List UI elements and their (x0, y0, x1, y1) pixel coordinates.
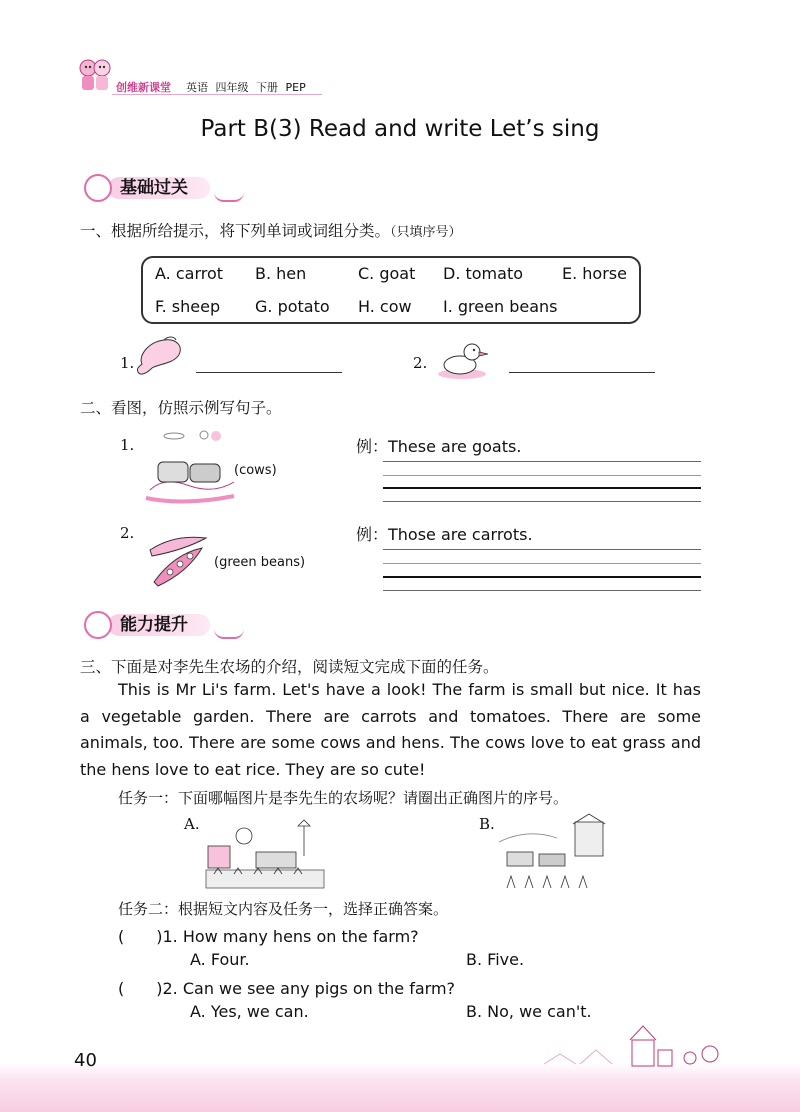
word-option: F. sheep (155, 297, 221, 316)
q2-item2-hint: (green beans) (214, 555, 306, 570)
mc-option-a[interactable]: A. Yes, we can. (190, 1002, 309, 1021)
farm-picture-a[interactable] (204, 816, 326, 890)
passage-text: This is Mr Li's farm. Let's have a look! The farm is small but nice. It has a vegetable garden. There are carrots and tomatoes. There are some animals, too. There are some cows and hens. The cows love to eat grass and the hens love to eat rice. They are so cute! (80, 680, 701, 779)
q1-prompt-row (80, 219, 462, 241)
writing-line[interactable] (383, 576, 701, 578)
reading-passage (80, 677, 701, 783)
page-number: 40 (74, 1050, 97, 1071)
word-option: E. horse (562, 264, 627, 283)
writing-line[interactable] (383, 590, 701, 591)
green-beans-picture (144, 528, 212, 590)
page-title: Part B(3) Read and write Let’s sing (200, 116, 600, 142)
answer-line[interactable] (509, 372, 655, 373)
q1-prompt: 一、根据所给提示，将下列单词或词组分类。 (80, 222, 391, 240)
q2-prompt: 二、看图，仿照示例写句子。 (80, 399, 282, 417)
word-option: G. potato (255, 297, 330, 316)
section-banner-basic (82, 174, 252, 202)
answer-paren[interactable]: ( ) (118, 927, 163, 946)
vegetable-icon (134, 334, 186, 382)
q1-note: （只填序号） (390, 225, 462, 240)
writing-line[interactable] (383, 475, 701, 476)
q2-item2-number: 2. (120, 524, 135, 542)
picture-a-label[interactable]: A. (184, 815, 200, 833)
duck-icon (436, 338, 492, 380)
word-option: A. carrot (155, 264, 224, 283)
question-text: 2. Can we see any pigs on the farm? (162, 979, 456, 998)
section-title-advanced: 能力提升 (108, 614, 210, 636)
picture-b-label[interactable]: B. (479, 815, 495, 833)
q2-item2-example: 例：Those are carrots. (356, 525, 533, 544)
task1-prompt: 任务一：下面哪幅图片是李先生的农场呢？请圈出正确图片的序号。 (118, 789, 569, 807)
mc-option-a[interactable]: A. Four. (190, 950, 250, 969)
header-logo-girls (76, 56, 114, 96)
word-option: I. green beans (443, 297, 558, 316)
mc-question-2 (118, 976, 455, 999)
q3-prompt: 三、下面是对李先生农场的介绍，阅读短文完成下面的任务。 (80, 658, 499, 676)
question-text: 1. How many hens on the farm? (162, 927, 419, 946)
header-subtitle: 英语 四年级 下册 PEP (186, 81, 306, 94)
word-box (141, 256, 641, 324)
writing-line[interactable] (383, 487, 701, 489)
q2-item1-example: 例：These are goats. (356, 437, 522, 456)
farm-picture-b[interactable] (497, 812, 607, 892)
task2-prompt: 任务二：根据短文内容及任务一，选择正确答案。 (118, 900, 449, 918)
word-option: H. cow (358, 297, 412, 316)
q2-item1-hint: (cows) (234, 463, 277, 478)
header-rule (112, 94, 322, 95)
q1-blank1-number: 1. (120, 354, 135, 372)
answer-paren[interactable]: ( ) (118, 979, 163, 998)
q2-item1-number: 1. (120, 436, 135, 454)
writing-line[interactable] (383, 461, 701, 462)
footer-band (0, 1063, 800, 1112)
writing-line[interactable] (383, 501, 701, 502)
castle-icon (540, 1024, 730, 1068)
section-banner-advanced (82, 611, 252, 639)
mc-question-1 (118, 924, 419, 947)
girl-face-icon (84, 174, 112, 202)
header-brand: 创维新课堂 (116, 81, 171, 94)
q1-blank2-number: 2. (413, 354, 428, 372)
mc-option-b[interactable]: B. Five. (466, 950, 525, 969)
mc-option-b[interactable]: B. No, we can't. (466, 1002, 592, 1021)
writing-line[interactable] (383, 549, 701, 550)
section-title-basic: 基础过关 (108, 177, 210, 199)
answer-line[interactable] (196, 372, 342, 373)
cows-picture (144, 428, 238, 508)
writing-line[interactable] (383, 563, 701, 564)
word-option: C. goat (358, 264, 416, 283)
girl-face-icon (84, 611, 112, 639)
word-option: D. tomato (443, 264, 524, 283)
word-option: B. hen (255, 264, 307, 283)
